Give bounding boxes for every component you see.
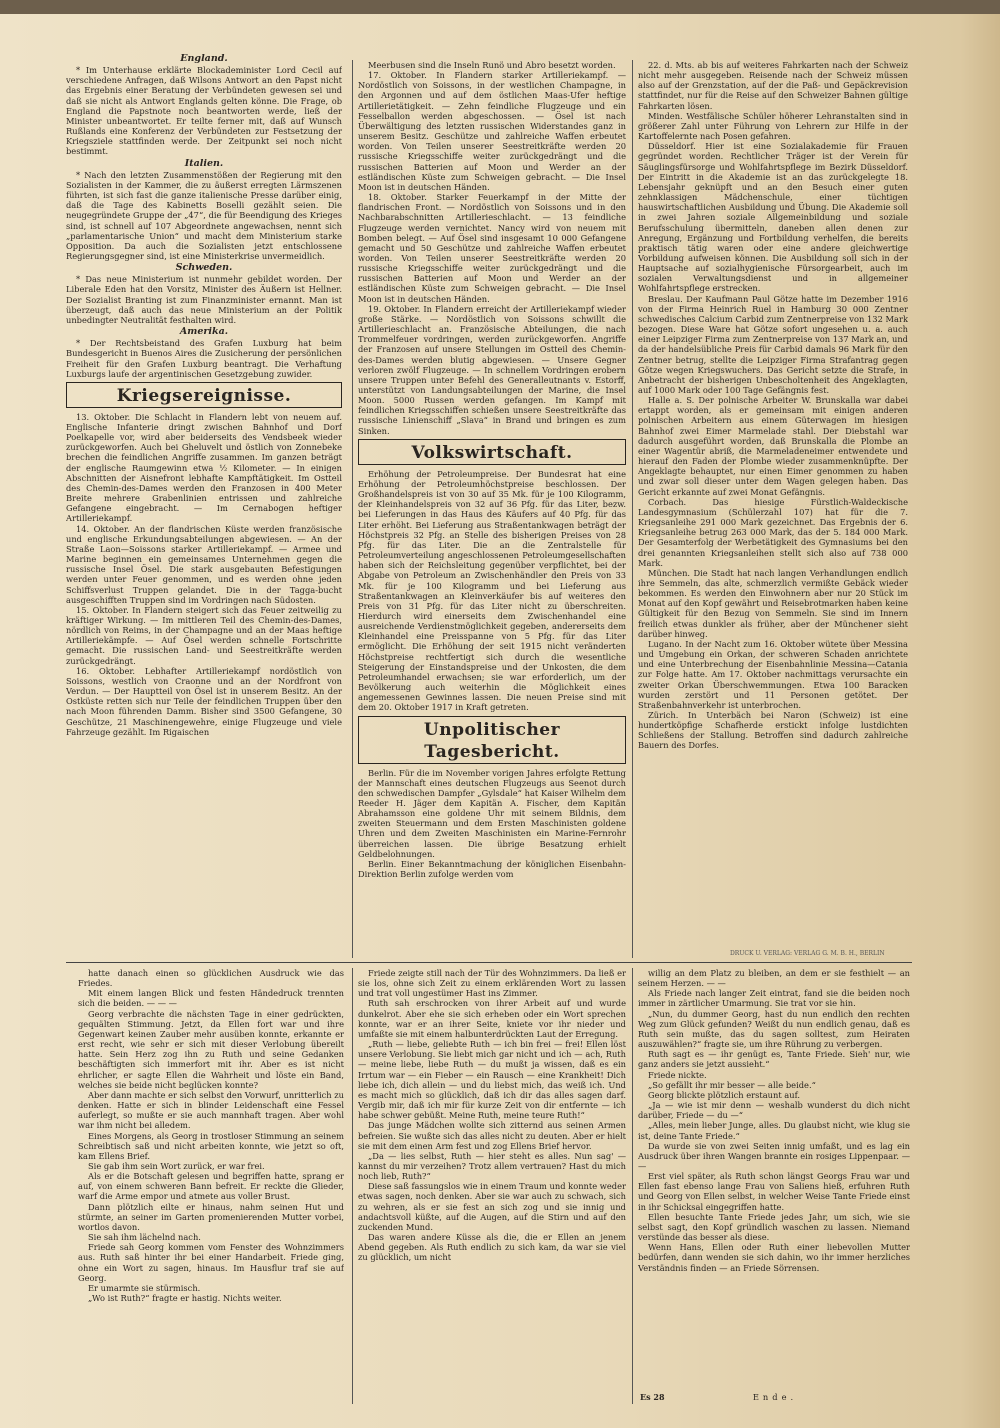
- novel-column-1: [78, 968, 344, 1408]
- novel-paragraph: Ruth sah erschrocken von ihrer Arbeit auf und wurde dunkelrot. Aber ehe sie sich erheben oder ein Wort sprechen konnte, war er an ihrer Seite, kniete vor ihr nieder und umfaßte sie mit einem halbunterdrückten Laut der Erregung.: [358, 998, 626, 1039]
- novel-paragraph: „Ruth — liebe, geliebte Ruth — ich bin frei — frei! Ellen löst unsere Verlobung. Sie liebt mich gar nicht und ich — ach, Ruth — meine liebe, liebe Ruth — du mußt ja wissen, daß es ein Irrtum war — ein Fieber — ein Rausch — eine Krankheit! Dich liebe ich, dich allein — und du liebst mich, das weiß ich. Und es macht mich so glücklich, daß ich dir das alles sagen darf. Vergib mir, daß ich mir für kurze Zeit von dir entfernte — ich habe schwer gebüßt. Meine Ruth, meine teure Ruth!“: [358, 1039, 626, 1121]
- article-italien: * Nach den letzten Zusammenstößen der Regierung mit den Sozialisten in der Kammer, die zu äußerst erregten Lärmszenen führten, ist sich fast die ganze italienische Presse darüber einig, daß die Tage des Kabinetts Boselli gezählt seien. Die neugegründete Gruppe der „47“, die für Beendigung des Krieges sind, ist schnell auf 107 Abgeordnete angewachsen, nennt sich „parlamentarische Union“ und macht dem Ministerium starke Opposition. Da auch die Sozialisten jetzt entschlossene Regierungsgegner sind, ist eine Ministerkrise unvermeidlich.: [66, 169, 342, 261]
- novel-paragraph: „Nun, du dummer Georg, hast du nun endlich den rechten Weg zum Glück gefunden? Weißt du nun endlich genau, daß es Ruth sein mußte, das du sagen solltest, zum Heiraten auszuwählen?“ fragte sie, um ihre Rührung zu verbergen.: [638, 1008, 910, 1050]
- local-news-item: München. Die Stadt hat nach langen Verhandlungen endlich ihre Semmeln, das alte, schmerzlich vermißte Gebäck wieder bekommen. Es werden den Einwohnern aber nur 20 Stück im Monat auf den Kopf gewährt und Reisebrotmarken haben keine Gültigkeit für den Bezug von Semmeln. Sie sind im Innern freilich etwas dunkler als früher, aber der Münchener sieht darüber hinweg.: [638, 567, 908, 639]
- novel-paragraph: Aber dann machte er sich selbst den Vorwurf, unritterlich zu denken. Hatte er sich in blinder Leidenschaft eine Fessel auferlegt, so mußte er sie auch mannhaft tragen. Aber wohl war ihm nicht bei alledem.: [78, 1089, 344, 1131]
- novel-paragraph: Das waren andere Küsse als die, die er Ellen an jenem Abend gegeben. Als Ruth endlich zu sich kam, da war sie viel zu glücklich, um nicht: [358, 1232, 626, 1263]
- heading-volkswirtschaft: Volkswirtschaft.: [411, 442, 573, 463]
- krieg-continuation: Meerbusen sind die Inseln Runö und Abro besetzt worden.: [368, 60, 616, 70]
- novel-paragraph: Als Friede nach langer Zeit eintrat, fand sie die beiden noch immer in zärtlicher Umarmung. Sie trat vor sie hin.: [638, 988, 910, 1009]
- novel-paragraph: Ellen besuchte Tante Friede jedes Jahr, um sich, wie sie selbst sagt, den Kopf gründlich waschen zu lassen. Niemand verstünde das besser als diese.: [638, 1211, 910, 1243]
- column-rule-1: [352, 60, 353, 958]
- krieg-entry: 15. Oktober. In Flandern steigert sich das Feuer zeitweilig zu kräftiger Wirkung. — Im mittleren Teil des Chemin-des-Dames, nördlich von Reims, in der Champagne und an der Maas heftige Artilleriekämpfe. — Auf Ösel werden schnelle Fortschritte gemacht. Die russischen Land- und Seestreitkräfte werden zurückgedrängt.: [66, 604, 342, 666]
- novel-paragraph: Friede zeigte still nach der Tür des Wohnzimmers. Da ließ er sie los, ohne sich Zeit zu einem erklärenden Wort zu lassen und trat voll ungestümer Hast ins Zimmer.: [358, 968, 626, 999]
- novel-paragraph: „So gefällt ihr mir besser — alle beide.“: [648, 1079, 816, 1090]
- article-amerika: * Der Rechtsbeistand des Grafen Luxburg hat beim Bundesgericht in Buenos Aires die Zusicherung der persönlichen Freiheit für den Grafen Luxburg beantragt. Die Verhaftung Luxburgs laufe der argentinischen Gesetzgebung zuwider.: [66, 338, 342, 379]
- novel-paragraph: „Ja — wie ist mir denn — weshalb wunderst du dich nicht darüber, Friede — du —“: [638, 1100, 910, 1121]
- novel-paragraph: „Alles, mein lieber Junge, alles. Du glaubst nicht, wie klug sie ist, deine Tante Friede.“: [638, 1120, 910, 1141]
- top-binding-edge: [0, 0, 1000, 14]
- novel-paragraph: „Da — lies selbst, Ruth — hier steht es alles. Nun sag' — kannst du mir verzeihen? Trotz allem vertrauen? Hast du mich noch lieb, Ruth?“: [358, 1150, 626, 1182]
- krieg-entry: 16. Oktober. Lebhafter Artilleriekampf nordöstlich von Soissons, westlich von Craonne und an der Nordfront von Verdun. — Der Hauptteil von Ösel ist in unserem Besitz. An der Ostküste retten sich nur Teile der feindlichen Truppen über den nach Moon führenden Damm. Bisher sind 3500 Gefangene, 30 Geschütze, 21 Maschinengewehre, einige Flugzeuge und viele Fahrzeuge gezählt. Im Rigaischen: [66, 665, 342, 737]
- novel-paragraph: Erst viel später, als Ruth schon längst Georgs Frau war und Ellen fast ebenso lange Frau von Saliens hieß, erfuhren Ruth und Georg von Ellen selbst, in welcher Weise Tante Friede einst in ihr Schicksal eingegriffen hatte.: [638, 1171, 910, 1212]
- krieg-entry: 14. Oktober. An der flandrischen Küste werden französische und englische Erkundungsabteilungen abgewiesen. — An der Straße Laon—Soissons starker Artilleriekampf. — Armee und Marine beginnen ein gemeinsames Unternehmen gegen die russische Insel Ösel. Die stark ausgebauten Befestigungen werden unter Feuer genommen, und es werden ohne jeden Schiffsverlust Truppen gelandet. Die in der Tagga-bucht ausgeschifften Truppen sind im Vordringen nach Südosten.: [66, 523, 342, 605]
- novel-paragraph: Ruth sagt es — ihr genügt es, Tante Friede. Sieh' nur, wie ganz anders sie jetzt aussieht.“: [638, 1049, 910, 1070]
- heading-schweden: Schweden.: [175, 262, 233, 274]
- column-2: [358, 60, 626, 960]
- novel-paragraph: „Wo ist Ruth?“ fragte er hastig. Nichts weiter.: [88, 1293, 282, 1303]
- novel-rule-1: [352, 968, 353, 1404]
- local-news-item: Halle a. S. Der polnische Arbeiter W. Brunskalla war dabei ertappt worden, als er gemeinsam mit einigen anderen polnischen Arbeitern aus einem Güterwagen im hiesigen Bahnhof zwei Eimer Marmelade stahl. Der Diebstahl war dadurch ausgeführt worden, daß Brunskalla die Plombe an einer Wagentür abriß, die Marmeladeneimer entwendete und hierauf den Faden der Plombe wieder zusammenknüpfte. Der Angeklagte behauptet, nur einen Eimer genommen zu haben und zwar soll dieser unter dem Wagen gelegen haben. Das Gericht erkannte auf zwei Monat Gefängnis.: [638, 395, 908, 497]
- novel-paragraph: Mit einem langen Blick und festen Händedruck trennten sich die beiden. — — —: [78, 988, 344, 1009]
- local-news-item: Lugano. In der Nacht zum 16. Oktober wütete über Messina und Umgebung ein Orkan, der schweren Schaden anrichtete und eine Unterbrechung der Eisenbahnlinie Messina—Catania zur Folge hatte. Am 17. Oktober nachmittags verursachte ein zweiter Orkan Überschwemmungen. Etwa 100 Baracken wurden zerstört und 11 Personen getötet. Der Straßenbahnverkehr ist unterbrochen.: [638, 638, 908, 710]
- heading-italien: Italien.: [184, 157, 224, 169]
- column-3: [638, 60, 908, 946]
- novel-paragraph: Diese saß fassungslos wie in einem Traum und konnte weder etwas sagen, noch denken. Aber sie war auch zu schwach, sich zu wehren, als er sie fest an sich zog und sie innig und andachtsvoll küßte, auf die Augen, auf die Stirn und auf den zuckenden Mund.: [358, 1181, 626, 1232]
- local-news-item: Minden. Westfälische Schüler höherer Lehranstalten sind in größerer Zahl unter Führung von Lehrern zur Hilfe in der Kartoffelernte nach Posen gefahren.: [638, 110, 908, 142]
- novel-paragraph: Dann plötzlich eilte er hinaus, nahm seinen Hut und stürmte, an seiner im Garten promenierenden Mutter vorbei, wortlos davon.: [78, 1201, 344, 1232]
- krieg-entry: 13. Oktober. Die Schlacht in Flandern lebt von neuem auf. Englische Infanterie dringt zwischen Bahnhof und Dorf Poelkapelle vor, wird aber beiderseits des Vendsbeek wieder zurückgeworfen. Auch bei Gheluvelt und östlich von Zonnebeke brechen die feindlichen Angriffe zusammen. Im ganzen beträgt der englische Raumgewinn etwa ½ Kilometer. — In einigen Abschnitten der Aisnefront lebhafte Kampftätigkeit. Im Ostteil des Chemin-des-Dames werden den Franzosen in 400 Meter Breite mehrere Grabenlinien entrissen und zahlreiche Gefangene eingebracht. — Im Cernabogen heftiger Artilleriekampf.: [66, 411, 342, 524]
- heading-amerika: Amerika.: [179, 326, 229, 338]
- novel-paragraph: Wenn Hans, Ellen oder Ruth einer liebevollen Mutter bedürfen, dann wenden sie sich dahin, wo ihr immer herzliches Verständnis finden — an Friede Sörrensen.: [638, 1242, 910, 1273]
- novel-paragraph: Da wurde sie von zwei Seiten innig umfaßt, und es lag ein Ausdruck über ihren Wangen brannte ein rosiges Lippenpaar. — —: [638, 1140, 910, 1171]
- krieg-entry: 18. Oktober. Starker Feuerkampf in der Mitte der flandrischen Front. — Nordöstlich von Soissons und in den Nachbarabschnitten Artillerieschlacht. — 13 feindliche Flugzeuge werden vernichtet. Nancy wird von neuem mit Bomben belegt. — Auf Ösel sind insgesamt 10 000 Gefangene gemacht und 50 Geschütze und zahlreiche Waffen erbeutet worden. Von Teilen unserer Seestreitkräfte werden 20 russische Kriegsschiffe weiter zurückgedrängt und die russischen Batterien auf Moon und Werder an der estländischen Küste zum Schweigen gebracht. — Die Insel Moon ist in deutschen Händen.: [358, 192, 626, 304]
- article-berlin-1: Berlin. Für die im November vorigen Jahres erfolgte Rettung der Mannschaft eines deutschen Flugzeugs aus Seenot durch den schwedischen Dampfer „Gylsdale“ hat Kaiser Wilhelm dem Reeder H. Jäger dem Kapitän A. Fischer, dem Kapitän Abrahamsson eine goldene Uhr mit seinem Bildnis, dem zweiten Steuermann und dem Ersten Maschinisten goldene Uhren und dem Zweiten Maschinisten ein Marine-Fernrohr überreichen lassen. Die übrige Besatzung erhielt Geldbelohnungen.: [358, 767, 626, 859]
- berlin-continuation: 22. d. Mts. ab bis auf weiteres Fahrkarten nach der Schweiz nicht mehr ausgegeben. Reisende nach der Schweiz müssen also auf der Grenzstation, auf der die Paß- und Gepäckrevision stattfindet, nur für die Reise auf den Schweizer Bahnen gültige Fahrkarten lösen.: [638, 60, 908, 111]
- novel-column-3: [638, 968, 910, 1368]
- novel-end-mark: Ende.: [752, 1392, 798, 1402]
- local-news-item: Corbach. Das hiesige Fürstlich-Waldeckische Landesgymnasium (Schülerzahl 107) hat für die 7. Kriegsanleihe 291 000 Mark gezeichnet. Das Ergebnis der 6. Kriegsanleihe betrug 263 000 Mark, das der 5. 184 000 Mark. Der Gesamterfolg der Werbetätigkeit des Gymnasiums bei den drei genannten Kriegsanleihen stellt sich also auf 738 000 Mark.: [638, 496, 908, 568]
- novel-paragraph: Sie gab ihm sein Wort zurück, er war frei.: [88, 1160, 265, 1171]
- novel-paragraph: Georg verbrachte die nächsten Tage in einer gedrückten, gequälten Stimmung. Jetzt, da Ellen fort war und ihre Gegenwart keinen Zauber mehr ausüben konnte, erkannte er erst recht, wie sehr er sich mit dieser Verlobung übereilt hatte. Sein Herz zog ihn zu Ruth und seine Gedanken beschäftigten sich immerfort mit ihr. Aber es ist nicht ehrlicher, er sagte Ellen die Wahrheit und löste ein Band, welches sie beide nicht beglücken konnte?: [78, 1008, 344, 1090]
- heading-tagesbericht: Unpolitischer Tagesbericht.: [423, 719, 561, 762]
- local-news-item: Zürich. In Unterbäch bei Naron (Schweiz) ist eine hundertköpfige Schafherde erstickt infolge lustdichten Schließens der Stallung. Betroffen sind dadurch zahlreiche Bauern des Dorfes.: [638, 710, 908, 751]
- novel-paragraph: Er umarmte sie stürmisch.: [88, 1282, 201, 1293]
- heading-england: England.: [180, 53, 228, 64]
- column-rule-2: [632, 60, 633, 958]
- kriegsereignisse-header-box: [66, 382, 342, 408]
- feuilleton-divider: [66, 962, 912, 963]
- printer-imprint: DRUCK U. VERLAG: VERLAG G. M. B. H., BERLIN: [730, 950, 885, 957]
- novel-paragraph: Das junge Mädchen wollte sich zitternd aus seinen Armen befreien. Sie wußte sich das alles nicht zu deuten. Aber er hielt sie mit dem einen Arm fest und zog Ellens Brief hervor.: [358, 1120, 626, 1151]
- novel-paragraph: willig an dem Platz zu bleiben, an dem er sie festhielt — an seinem Herzen. — —: [638, 968, 910, 989]
- local-news-item: Breslau. Der Kaufmann Paul Götze hatte im Dezember 1916 von der Firma Heinrich Ruel in Hamburg 30 000 Zentner schwedisches Calcium Carbid zum Zentnerpreise von 132 Mark bezogen. Diese Ware hat Götze sofort ungesehen u. a. auch einer Leipziger Firma zum Zentnerpreise von 137 Mark an, und da der handelsübliche Preis für Carbid damals 96 Mark für den Zentner betrug, stellte die Leipziger Firma Strafantrag gegen Götze wegen Kriegswuchers. Das Gericht setzte die Strafe, in Anbetracht der bisherigen Unbescholtenheit des Angeklagten, auf 1000 Mark oder 100 Tage Gefängnis fest.: [638, 293, 908, 395]
- article-schweden: * Das neue Ministerium ist nunmehr gebildet worden. Der Liberale Eden hat den Vorsitz, Minister des Äußern ist Hellner. Der Sozialist Branting ist zum Finanzminister ernannt. Man ist überzeugt, daß auch das neue Ministerium an der Politik unbedingter Neutralität festhalten wird.: [66, 274, 342, 325]
- article-england: * Im Unterhause erklärte Blockademinister Lord Cecil auf verschiedene Anfragen, daß Wilsons Antwort an den Papst nicht das Ergebnis einer Beratung der Verbündeten gewesen sei und daß sie nicht als Antwort Englands gelten könne. Die Frage, ob England die Papstnote noch beantworten werde, ließ der Minister unbeantwortet. Er teilte ferner mit, daß auf Wunsch Rußlands eine Konferenz der Verbündeten zur Festsetzung der Kriegsziele stattfinden werde. Der Zeitpunkt sei noch nicht bestimmt.: [66, 65, 342, 157]
- novel-paragraph: Als er die Botschaft gelesen und begriffen hatte, sprang er auf, von einem schweren Bann befreit. Er reckte die Glieder, warf die Arme empor und atmete aus voller Brust.: [78, 1171, 344, 1202]
- novel-paragraph: Georg blickte plötzlich erstaunt auf.: [648, 1089, 800, 1100]
- tagesbericht-header-box: [358, 716, 626, 764]
- local-news-item: Düsseldorf. Hier ist eine Sozialakademie für Frauen gegründet worden. Rechtlicher Träger ist der Verein für Säuglingsfürsorge und Wohlfahrtspflege im Bezirk Düsseldorf. Der Eintritt in die Akademie ist an das zurückgelegte 18. Lebensjahr geknüpft und an den Besuch einer guten zehnklassigen Mädchenschule, einer tüchtigen hauswirtschaftlichen Ausbildung und Übung. Die Akademie soll in zwei Jahren soziale Allgemeinbildung und soziale Berufsschulung übermitteln, daneben allen denen zur Anregung, Ergänzung und Fortbildung verhelfen, die bereits praktisch tätig waren oder eine andere gleichwertige Vorbildung aufweisen können. Die Ausbildung soll sich in der Hauptsache auf sozialhygienische Fürsorgearbeit, auch im sozialen Verwaltungsdienst und in allgemeiner Wohlfahrtspflege erstrecken.: [638, 141, 908, 294]
- novel-paragraph: Friede nickte.: [648, 1069, 707, 1080]
- article-petroleum: Erhöhung der Petroleumpreise. Der Bundesrat hat eine Erhöhung der Petroleumhöchstpreise beschlossen. Der Großhandelspreis ist von 30 auf 35 Mk. für je 100 Kilogramm, der Kleinhandelspreis von 32 auf 36 Pfg. für das Liter, bezw. bei Lieferungen in das Haus des Käufers auf 40 Pfg. für das Liter erhöht. Bei Lieferung aus Straßentankwagen beträgt der Höchstpreis 32 Pfg. an Stelle des bisherigen Preises von 28 Pfg. für das Liter. Die an die Zentralstelle für Petroleumverteilung angeschlossenen Petroleumgesellschaften haben sich der Reichsleitung gegenüber verpflichtet, bei der Abgabe von Petroleum an Zwischenhändler den Preis von 33 Mk. für je 100 Kilogramm und bei Lieferung aus Straßentankwagen an Kleinverkäufer bis auf weiteres den Preis von 31 Pfg. für das Liter nicht zu überschreiten. Hierdurch wird einerseits dem Zwischenhandel eine ausreichende Verdienstmöglichkeit gegeben, andererseits dem Kleinhandel eine Preisspanne von 5 Pfg. für das Liter ermöglicht. Die Erhöhung der seit 1915 nicht veränderten Höchstpreise rechtfertigt sich durch die wesentliche Steigerung der Einstandspreise und der Unkosten, die dem Petroleumhandel erwachsen; sie war erforderlich, um der Bevölkerung auch weiterhin die Möglichkeit eines angemessenen Gewinnes lassen. Die neuen Preise sind mit dem 20. Oktober 1917 in Kraft getreten.: [358, 468, 626, 713]
- column-1: [66, 52, 342, 962]
- volkswirtschaft-header-box: [358, 439, 626, 465]
- novel-column-2: [358, 968, 626, 1408]
- page-marker: Es 28: [640, 1392, 665, 1402]
- krieg-entry: 19. Oktober. In Flandern erreicht der Artilleriekampf wieder große Stärke. — Nordöstlich von Soissons schwillt die Artillerieschlacht an. Französische Abteilungen, die nach Trommelfeuer vordringen, werden zurückgeworfen. Angriffe der Franzosen auf unsere Stellungen im Ostteil des Chemin-des-Dames werden blutig abgewiesen. — Unsere Gegner verloren zwölf Flugzeuge. — In schnellem Vordringen erobern unsere Truppen unter Befehl des Generalleutnants v. Estorff, unterstützt von Landungsabteilungen der Marine, die Insel Moon. 5000 Russen werden gefangen. Im Kampf mit feindlichen Kriegsschiffen schießen unsere Seestreitkräfte das russische Linienschiff „Slava“ in Brand und bringen es zum Sinken.: [358, 303, 626, 436]
- heading-kriegsereignisse: Kriegsereignisse.: [116, 385, 292, 406]
- krieg-entry: 17. Oktober. In Flandern starker Artilleriekampf. — Nordöstlich von Soissons, in der westlichen Champagne, in den Argonnen und auf dem östlichen Maas-Ufer heftige Artillerietätigkeit. — Zehn feindliche Flugzeuge und ein Fesselballon werden abgeschossen. — Ösel ist nach Überwältigung des letzten russischen Widerstandes ganz in unserem Besitz. Geschütze und zahlreiche Waffen erbeutet worden. Von Teilen unserer Seestreitkräfte werden 20 russische Kriegsschiffe weiter zurückgedrängt und die russischen Batterien auf Moon und Werder an der estländischen Küste zum Schweigen gebracht. — Die Insel Moon ist in deutschen Händen.: [358, 70, 626, 192]
- novel-paragraph: Eines Morgens, als Georg in trostloser Stimmung an seinem Schreibtisch saß und nicht arbeiten konnte, wie jetzt so oft, kam Ellens Brief.: [78, 1130, 344, 1161]
- novel-rule-2: [632, 968, 633, 1404]
- article-berlin-2: Berlin. Einer Bekanntmachung der königlichen Eisenbahn-Direktion Berlin zufolge werden vom: [358, 858, 626, 880]
- novel-paragraph: Sie sah ihm lächelnd nach.: [88, 1232, 201, 1243]
- novel-paragraph: Friede sah Georg kommen vom Fenster des Wohnzimmers aus. Ruth saß hinter ihr bei einer Handarbeit. Friede ging, ohne ein Wort zu sagen, hinaus. Im Hausflur traf sie auf Georg.: [78, 1242, 344, 1283]
- novel-paragraph: hatte danach einen so glücklichen Ausdruck wie das Friedes.: [78, 968, 344, 989]
